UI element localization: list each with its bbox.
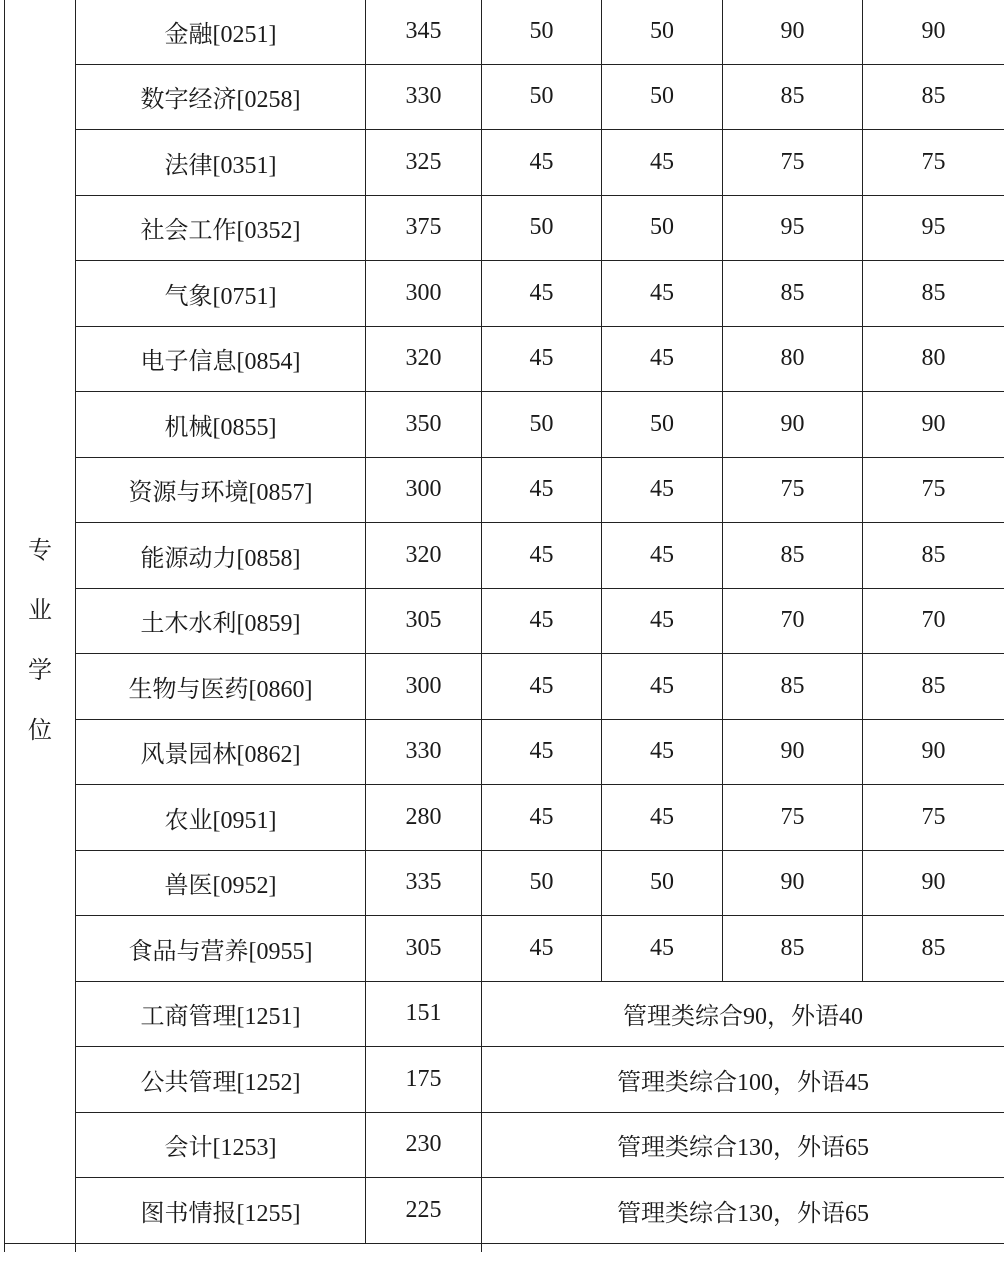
category-label bbox=[28, 539, 52, 743]
subject-score-1: 45 bbox=[482, 719, 602, 785]
total-score: 175 bbox=[366, 1047, 482, 1113]
table-row bbox=[5, 64, 1004, 130]
subject-score-4: 85 bbox=[863, 916, 1004, 982]
category-char: 专 bbox=[28, 537, 52, 564]
table-row bbox=[5, 1047, 1004, 1113]
subject-score-3: 90 bbox=[723, 392, 863, 458]
subject-score-3: 90 bbox=[723, 850, 863, 916]
total-score: 225 bbox=[366, 1178, 482, 1244]
major-name: 法律[0351] bbox=[76, 130, 366, 196]
major-name: 工商管理[1251] bbox=[76, 981, 366, 1047]
major-name: 土木水利[0859] bbox=[76, 588, 366, 654]
subject-score-1: 45 bbox=[482, 326, 602, 392]
major-name: 电子信息[0854] bbox=[76, 326, 366, 392]
total-score: 151 bbox=[366, 981, 482, 1047]
category-char: 业 bbox=[28, 597, 52, 624]
major-name: 图书情报[1255] bbox=[76, 1178, 366, 1244]
subject-score-3: 90 bbox=[723, 719, 863, 785]
subject-score-2: 50 bbox=[602, 195, 723, 261]
subject-score-1: 50 bbox=[482, 392, 602, 458]
subject-requirement: 管理类综合90，外语40 bbox=[482, 981, 1004, 1047]
major-name: 公共管理[1252] bbox=[76, 1047, 366, 1113]
subject-score-4: 85 bbox=[863, 261, 1004, 327]
subject-score-3: 85 bbox=[723, 261, 863, 327]
total-score: 375 bbox=[366, 195, 482, 261]
subject-score-4: 90 bbox=[863, 0, 1004, 64]
table-row bbox=[5, 326, 1004, 392]
subject-score-4: 80 bbox=[863, 326, 1004, 392]
table-row bbox=[5, 523, 1004, 589]
partial-cell bbox=[76, 1243, 482, 1252]
major-name: 风景园林[0862] bbox=[76, 719, 366, 785]
subject-requirement: 管理类综合130，外语65 bbox=[482, 1178, 1004, 1244]
table-row bbox=[5, 195, 1004, 261]
table-row-partial bbox=[5, 1243, 1004, 1252]
total-score: 345 bbox=[366, 0, 482, 64]
subject-score-1: 50 bbox=[482, 0, 602, 64]
total-score: 230 bbox=[366, 1112, 482, 1178]
score-table-body bbox=[5, 0, 1004, 1252]
subject-score-3: 85 bbox=[723, 523, 863, 589]
major-name: 食品与营养[0955] bbox=[76, 916, 366, 982]
partial-cell bbox=[482, 1243, 1004, 1252]
subject-score-1: 45 bbox=[482, 654, 602, 720]
subject-score-2: 50 bbox=[602, 0, 723, 64]
total-score: 335 bbox=[366, 850, 482, 916]
table-row bbox=[5, 719, 1004, 785]
total-score: 305 bbox=[366, 588, 482, 654]
total-score: 350 bbox=[366, 392, 482, 458]
total-score: 320 bbox=[366, 326, 482, 392]
subject-score-1: 45 bbox=[482, 457, 602, 523]
category-char: 位 bbox=[28, 717, 52, 744]
subject-requirement: 管理类综合100，外语45 bbox=[482, 1047, 1004, 1113]
table-row bbox=[5, 850, 1004, 916]
subject-score-2: 45 bbox=[602, 654, 723, 720]
subject-score-1: 45 bbox=[482, 916, 602, 982]
table-row bbox=[5, 392, 1004, 458]
total-score: 280 bbox=[366, 785, 482, 851]
total-score: 300 bbox=[366, 261, 482, 327]
subject-score-1: 45 bbox=[482, 785, 602, 851]
category-cell bbox=[5, 0, 76, 1243]
major-name: 机械[0855] bbox=[76, 392, 366, 458]
score-table bbox=[4, 0, 1004, 1252]
subject-score-1: 50 bbox=[482, 64, 602, 130]
table-row bbox=[5, 588, 1004, 654]
major-name: 金融[0251] bbox=[76, 0, 366, 64]
major-name: 社会工作[0352] bbox=[76, 195, 366, 261]
partial-cell bbox=[5, 1243, 76, 1252]
subject-score-3: 90 bbox=[723, 0, 863, 64]
major-name: 数字经济[0258] bbox=[76, 64, 366, 130]
major-name: 生物与医药[0860] bbox=[76, 654, 366, 720]
subject-score-2: 45 bbox=[602, 916, 723, 982]
subject-score-4: 75 bbox=[863, 785, 1004, 851]
major-name: 农业[0951] bbox=[76, 785, 366, 851]
subject-score-2: 50 bbox=[602, 392, 723, 458]
subject-requirement: 管理类综合130，外语65 bbox=[482, 1112, 1004, 1178]
subject-score-2: 45 bbox=[602, 719, 723, 785]
subject-score-2: 45 bbox=[602, 261, 723, 327]
subject-score-1: 45 bbox=[482, 261, 602, 327]
table-row bbox=[5, 1112, 1004, 1178]
subject-score-3: 85 bbox=[723, 64, 863, 130]
subject-score-2: 45 bbox=[602, 457, 723, 523]
total-score: 325 bbox=[366, 130, 482, 196]
subject-score-3: 85 bbox=[723, 916, 863, 982]
major-name: 会计[1253] bbox=[76, 1112, 366, 1178]
total-score: 330 bbox=[366, 719, 482, 785]
subject-score-1: 50 bbox=[482, 850, 602, 916]
total-score: 300 bbox=[366, 457, 482, 523]
total-score: 330 bbox=[366, 64, 482, 130]
table-row bbox=[5, 981, 1004, 1047]
subject-score-4: 70 bbox=[863, 588, 1004, 654]
subject-score-4: 75 bbox=[863, 457, 1004, 523]
subject-score-1: 50 bbox=[482, 195, 602, 261]
table-row bbox=[5, 1178, 1004, 1244]
subject-score-2: 45 bbox=[602, 130, 723, 196]
subject-score-4: 85 bbox=[863, 64, 1004, 130]
table-row bbox=[5, 261, 1004, 327]
subject-score-2: 45 bbox=[602, 785, 723, 851]
subject-score-3: 75 bbox=[723, 457, 863, 523]
major-name: 兽医[0952] bbox=[76, 850, 366, 916]
table-row bbox=[5, 654, 1004, 720]
subject-score-4: 90 bbox=[863, 850, 1004, 916]
table-row bbox=[5, 457, 1004, 523]
major-name: 气象[0751] bbox=[76, 261, 366, 327]
subject-score-3: 95 bbox=[723, 195, 863, 261]
subject-score-1: 45 bbox=[482, 588, 602, 654]
major-name: 资源与环境[0857] bbox=[76, 457, 366, 523]
subject-score-4: 85 bbox=[863, 654, 1004, 720]
table-row bbox=[5, 916, 1004, 982]
table-row bbox=[5, 130, 1004, 196]
subject-score-1: 45 bbox=[482, 523, 602, 589]
subject-score-4: 95 bbox=[863, 195, 1004, 261]
subject-score-2: 50 bbox=[602, 850, 723, 916]
major-name: 能源动力[0858] bbox=[76, 523, 366, 589]
subject-score-2: 45 bbox=[602, 588, 723, 654]
subject-score-4: 90 bbox=[863, 719, 1004, 785]
subject-score-2: 45 bbox=[602, 523, 723, 589]
subject-score-3: 85 bbox=[723, 654, 863, 720]
subject-score-4: 85 bbox=[863, 523, 1004, 589]
table-row bbox=[5, 785, 1004, 851]
category-char: 学 bbox=[28, 657, 52, 684]
subject-score-3: 80 bbox=[723, 326, 863, 392]
subject-score-3: 70 bbox=[723, 588, 863, 654]
table-row bbox=[5, 0, 1004, 64]
subject-score-3: 75 bbox=[723, 785, 863, 851]
total-score: 320 bbox=[366, 523, 482, 589]
subject-score-4: 90 bbox=[863, 392, 1004, 458]
total-score: 300 bbox=[366, 654, 482, 720]
total-score: 305 bbox=[366, 916, 482, 982]
subject-score-3: 75 bbox=[723, 130, 863, 196]
subject-score-2: 50 bbox=[602, 64, 723, 130]
subject-score-4: 75 bbox=[863, 130, 1004, 196]
subject-score-2: 45 bbox=[602, 326, 723, 392]
subject-score-1: 45 bbox=[482, 130, 602, 196]
